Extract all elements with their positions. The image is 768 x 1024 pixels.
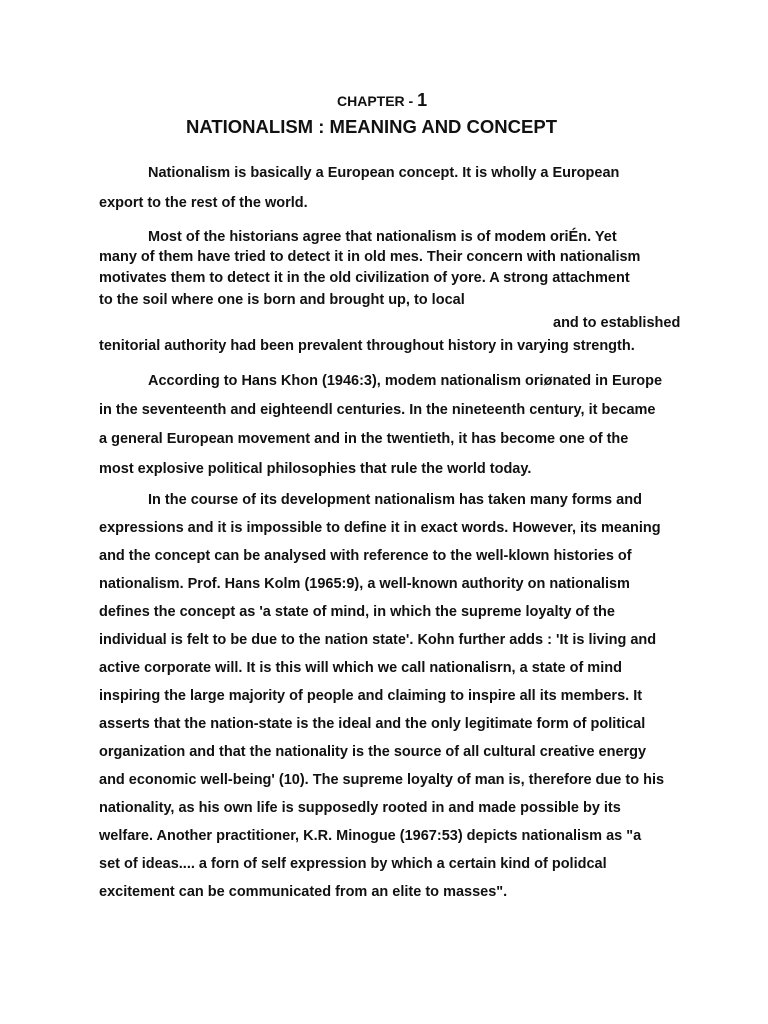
text-line: active corporate will. It is this will which we call nationalisrn, a state of mind [99, 660, 622, 676]
text-line: According to Hans Khon (1946:3), modem nationalism oriønated in Europe [148, 373, 663, 389]
text-line: excitement can be communicated from an elite to masses". [99, 884, 508, 900]
text-line: set of ideas.... a forn of self expression by which a certain kind of polidcal [99, 856, 607, 872]
text-line: most explosive political philosophies that rule the world today. [99, 461, 532, 477]
text-line: organization and that the nationality is the source of all cultural creative energy [99, 744, 647, 760]
chapter-label: CHAPTER - [337, 93, 418, 109]
text-line: nationalism. Prof. Hans Kolm (1965:9), a well-known authority on nationalism [99, 576, 630, 592]
text-line: welfare. Another practitioner, K.R. Minogue (1967:53) depicts nationalism as "a [99, 828, 642, 844]
text-line: many of them have tried to detect it in old mes. Their concern with nationalism [99, 249, 641, 265]
text-line: and the concept can be analysed with reference to the well-klown histories of [99, 548, 632, 564]
text-line: In the course of its development nationalism has taken many forms and [148, 492, 642, 508]
text-line: nationality, as his own life is supposedly rooted in and made possible by its [99, 800, 621, 816]
text-line: Most of the historians agree that nationalism is of modem oriÉn. Yet [148, 229, 617, 245]
text-line: in the seventeenth and eighteendl centuries. In the nineteenth century, it became [99, 402, 656, 418]
text-line: tenitorial authority had been prevalent throughout history in varying strength. [99, 338, 635, 354]
text-line: and economic well-being' (10). The supreme loyalty of man is, therefore due to his [99, 772, 665, 788]
text-line: inspiring the large majority of people and claiming to inspire all its members. It [99, 688, 643, 704]
text-line: expressions and it is impossible to define it in exact words. However, its meaning [99, 520, 661, 536]
text-line: defines the concept as 'a state of mind, in which the supreme loyalty of the [99, 604, 615, 620]
text-line: Nationalism is basically a European concept. It is wholly a European [148, 165, 620, 181]
text-line: motivates them to detect it in the old civilization of yore. A strong attachment [99, 270, 630, 286]
page-title: NATIONALISM : MEANING AND CONCEPT [186, 116, 558, 137]
text-line: individual is felt to be due to the nation state'. Kohn further adds : 'It is living and [99, 632, 657, 648]
text-line: and to established [553, 315, 681, 331]
text-line: a general European movement and in the twentieth, it has become one of the [99, 431, 629, 447]
chapter-number: 1 [417, 90, 428, 110]
chapter-heading [337, 91, 427, 110]
text-line: asserts that the nation-state is the ideal and the only legitimate form of political [99, 716, 646, 732]
text-line: export to the rest of the world. [99, 195, 308, 211]
text-line: to the soil where one is born and brought up, to local [99, 292, 465, 308]
